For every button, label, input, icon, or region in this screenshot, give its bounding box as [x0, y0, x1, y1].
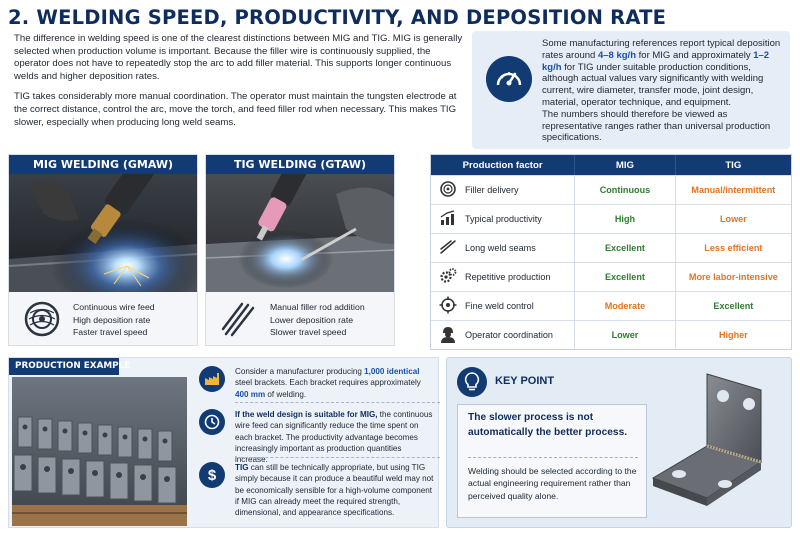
- tig-point-2: Lower deposition rate: [270, 314, 354, 325]
- mig-value: High: [575, 205, 675, 233]
- lightbulb-icon: [457, 367, 487, 397]
- note-text-part-4: The numbers should therefore be viewed as representative ranges rather than universal production specifications.: [542, 108, 771, 144]
- table-row: [431, 262, 791, 291]
- column-header-tig: TIG: [725, 159, 742, 171]
- step-1-part-2: steel brackets. Each bracket requires approximately: [235, 378, 421, 388]
- table-row: [431, 233, 791, 262]
- length-highlight: 400 mm: [235, 389, 266, 399]
- comparison-table: [430, 154, 792, 350]
- mig-value: Moderate: [575, 292, 675, 320]
- step-1-text: [235, 366, 435, 400]
- mig-value: Excellent: [575, 234, 675, 262]
- clock-icon: [199, 409, 225, 435]
- key-point-box: [457, 404, 647, 518]
- tig-panel: [205, 154, 395, 346]
- tig-value: Manual/intermittent: [691, 185, 776, 195]
- intro-paragraph-2: TIG takes considerably more manual coordination. The operator must maintain the tungsten electrode at the correct distance, control the arc, move the torch, and feed filler rod when necessary. This makes TIG slower, especially when producing long weld seams.: [14, 91, 457, 128]
- step-2-part-1: the continuous wire feed can significantly reduce the time spent on each bracket. The productivity advantage becomes increasingly important as production quantities increase.: [235, 410, 433, 465]
- tig-panel-footer: [206, 292, 394, 345]
- page-title: 2. WELDING SPEED, PRODUCTIVITY, AND DEPOSITION RATE: [8, 6, 667, 29]
- wire-coil-icon: [439, 180, 457, 200]
- factor-label: Filler delivery: [465, 185, 519, 195]
- table-row: [431, 175, 791, 204]
- tig-value: Lower: [719, 214, 747, 224]
- quantity-highlight: 1,000 identical: [364, 367, 420, 376]
- factor-label: Typical productivity: [465, 214, 542, 224]
- factor-label: Fine weld control: [465, 301, 534, 311]
- key-point: [446, 357, 792, 528]
- factor-label: Operator coordination: [465, 330, 553, 340]
- note-text-part-2: for MIG and approximately: [636, 49, 754, 61]
- tig-panel-heading: TIG WELDING (GTAW): [206, 155, 394, 174]
- mig-panel-heading: MIG WELDING (GMAW): [9, 155, 197, 174]
- table-header-row: [431, 155, 791, 175]
- growth-chart-icon: [439, 209, 457, 229]
- column-header-mig: MIG: [575, 155, 675, 175]
- speedometer-icon: [486, 56, 532, 102]
- mig-torch-photo: [9, 174, 197, 292]
- key-point-body: Welding should be selected according to the actual engineering requirement rather than perceived quality alone.: [468, 466, 637, 501]
- wire-spool-icon: [23, 300, 61, 343]
- mig-value: Continuous: [575, 176, 675, 204]
- step-2-lead: If the weld design is suitable for MIG,: [235, 410, 378, 419]
- step-3-lead: TIG: [235, 463, 249, 472]
- tig-value: Less efficient: [704, 243, 763, 253]
- gears-icon: [439, 267, 457, 287]
- step-divider: [235, 402, 440, 403]
- note-text-part-3: for TIG under suitable production conditions, although actual values vary significantly with welding current, wire diameter, transfer mode, joint design, material, operator technique, and equipment.: [542, 61, 764, 108]
- key-point-divider: [468, 457, 638, 458]
- tig-value: Excellent: [713, 301, 754, 311]
- long-seam-icon: [439, 238, 457, 258]
- tig-torch-photo: [206, 174, 394, 292]
- factor-label: Repetitive production: [465, 272, 551, 282]
- mig-point-2: High deposition rate: [73, 314, 151, 325]
- table-row: [431, 204, 791, 233]
- welded-bracket-image: [649, 366, 789, 524]
- tig-point-1: Manual filler rod addition: [270, 302, 365, 312]
- step-divider: [235, 457, 440, 458]
- mig-rate-highlight: 4–8 kg/h: [597, 49, 637, 61]
- step-1-part-1: Consider a manufacturer producing: [235, 367, 365, 376]
- key-point-heading: KEY POINT: [495, 375, 555, 387]
- mig-point-1: Continuous wire feed: [73, 302, 155, 312]
- production-example: [8, 357, 439, 528]
- tig-value: Higher: [718, 330, 748, 340]
- production-example-tag: PRODUCTION EXAMPLE: [9, 358, 119, 375]
- tig-rate-highlight: 1–2 kg/h: [542, 49, 770, 73]
- step-3-text: [235, 462, 435, 518]
- tig-value: More labor-intensive: [688, 272, 778, 282]
- key-point-lead: The slower process is not automatically the better process.: [468, 412, 628, 438]
- deposition-note: [472, 31, 790, 149]
- deposition-note-text: [542, 38, 784, 144]
- dollar-icon: $: [199, 462, 225, 488]
- intro-text: [14, 33, 464, 137]
- mig-value: Lower: [575, 321, 675, 349]
- factory-icon: [199, 366, 225, 392]
- table-row: [431, 291, 791, 320]
- brackets-photo: [12, 377, 187, 526]
- column-header-factor: Production factor: [431, 155, 575, 175]
- table-row: [431, 320, 791, 349]
- factor-label: Long weld seams: [465, 243, 536, 253]
- operator-icon: [439, 325, 457, 345]
- crosshair-icon: [439, 296, 457, 316]
- step-1-part-3: of welding.: [265, 389, 307, 399]
- mig-panel-footer: [9, 292, 197, 345]
- intro-paragraph-1: The difference in welding speed is one of the clearest distinctions between MIG and TIG. MIG is generally selected when production volume is important. Because the filler wire is continuously supplied, the operator does not have to repeatedly stop the arc to add filler material. This supports longer continuous welds and higher deposition rates.: [14, 33, 463, 82]
- filler-rods-icon: [220, 300, 258, 343]
- mig-point-3: Faster travel speed: [73, 327, 148, 338]
- step-3-part-1: can still be technically appropriate, but using TIG simply because it can produce a beautiful weld may not be economically sensible for a high-volume component if MIG can already meet the required strength, dimensional, and appearance specifications.: [235, 463, 434, 518]
- note-text-part-1: Some manufacturing references report typical deposition rates around: [542, 38, 781, 61]
- mig-panel: [8, 154, 198, 346]
- tig-point-3: Slower travel speed: [270, 327, 347, 338]
- mig-value: Excellent: [575, 263, 675, 291]
